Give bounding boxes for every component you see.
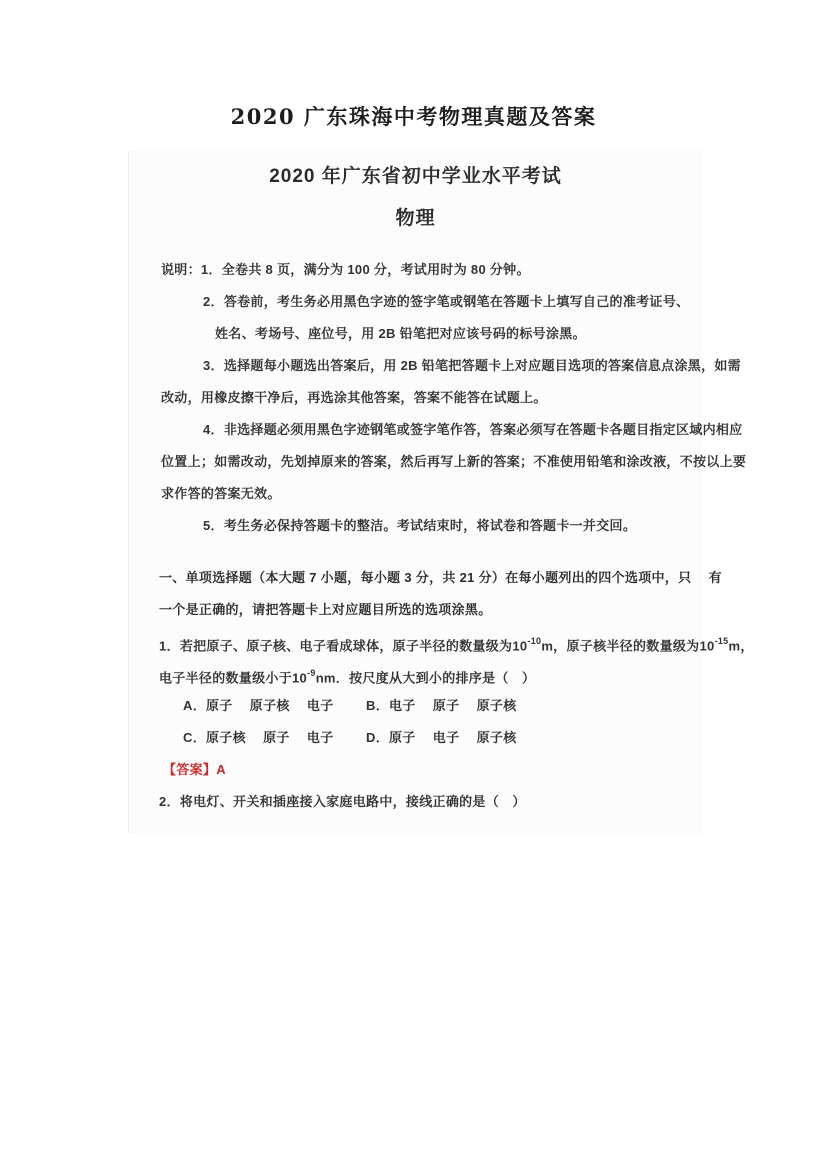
- doc-line: 说明：1．全卷共 8 页，满分为 100 分，考试用时为 80 分钟。: [161, 262, 530, 277]
- spacer: [129, 542, 702, 562]
- doc-line: 1．若把原子、原子核、电子看成球体，原子半径的数量级为$10^{-10}m$，原子核半径的数量级为$10^{-15}m$，: [159, 636, 754, 654]
- doc-line: 位置上；如需改动，先划掉原来的答案，然后再写上新的答案；不准使用铅笔和涂改液，不按以上要: [161, 454, 747, 469]
- doc-line: 5．考生务必保持答题卡的整洁。考试结束时，将试卷和答题卡一并交回。: [203, 518, 637, 533]
- doc-line: 4．非选择题必须用黑色字迹钢笔或签字笔作答，答案必须写在答题卡各题目指定区域内相应: [203, 422, 743, 437]
- doc-line: 一、单项选择题（本大题 7 小题，每小题 3 分，共 21 分）在每小题列出的四个选项中，只 有: [159, 570, 722, 585]
- doc-line: 求作答的答案无效。: [161, 486, 281, 501]
- doc-lines: [129, 254, 754, 818]
- doc-line: 3．选择题每小题选出答案后，用 2B 铅笔把答题卡上对应题目选项的答案信息点涂黑，如需: [203, 358, 741, 373]
- exam-subject: 物理: [395, 208, 436, 229]
- option-left: C．原子核 原子 电子: [183, 730, 334, 745]
- doc-line: 2．答卷前，考生务必用黑色字迹的签字笔或钢笔在答题卡上填写自己的准考证号、: [203, 294, 690, 309]
- option-right: B．电子 原子 原子核: [366, 698, 517, 713]
- doc-line: 2．将电灯、开关和插座接入家庭电路中，接线正确的是（ ）: [159, 794, 526, 809]
- doc-line: 一个是正确的，请把答题卡上对应题目所选的选项涂黑。: [159, 602, 492, 617]
- exam-heading: 2020 年广东省初中学业水平考试: [269, 166, 562, 187]
- doc-line: 姓名、考场号、座位号，用 2B 铅笔把对应该号码的标号涂黑。: [215, 326, 586, 341]
- exam-scan-document: [128, 150, 754, 834]
- doc-line: [183, 690, 702, 722]
- page-title: 2020 广东珠海中考物理真题及答案: [230, 104, 597, 129]
- doc-line: 电子半径的数量级小于$10^{-9}nm$．按尺度从大到小的排序是（ ）: [159, 668, 536, 686]
- doc-line: [183, 722, 702, 754]
- answer-line: 【答案】A: [163, 762, 226, 777]
- option-right: D．原子 电子 原子核: [366, 730, 517, 745]
- doc-line: 改动，用橡皮擦干净后，再选涂其他答案，答案不能答在试题上。: [161, 390, 547, 405]
- option-left: A．原子 原子核 电子: [183, 698, 334, 713]
